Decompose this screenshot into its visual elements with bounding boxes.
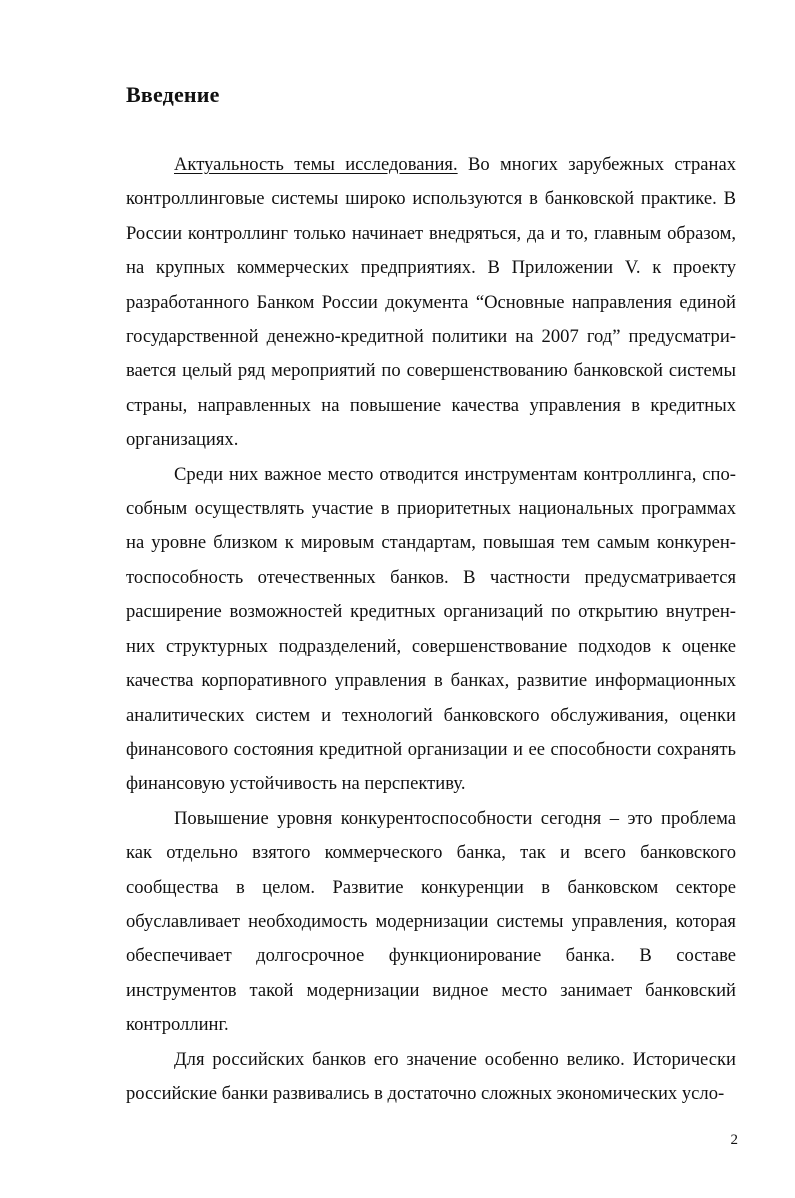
- paragraph-relevance: [126, 148, 736, 458]
- paragraph-text: Среди них важное место отводится инструментам контроллинга, способным осуществлять участие в приоритетных национальных программах на уровне близком к мировым стандартам, повышая тем самым конкурентоспособность отечественных банков. В частности предусматривается расширение возможностей кредитных организаций по открытию внутренних структурных подразделений, совершенствование подходов к оценке качества корпоративного управления в банках, развитие информационных аналитических систем и технологий банковского обслуживания, оценки финансового состояния кредитной организации и ее способности сохранять финансовую устойчивость на перспективу.: [126, 463, 736, 795]
- paragraph-russian-banks: [126, 1043, 736, 1112]
- paragraph-text: Для российских банков его значение особенно велико. Исторически российские банки развивались в достаточно сложных экономических усло-: [126, 1048, 736, 1104]
- section-heading: Введение: [126, 82, 220, 107]
- paragraph-controlling-tools: [126, 458, 736, 802]
- paragraph-text: Повышение уровня конкурентоспособности сегодня – это проблема как отдельно взятого коммерческого банка, так и всего банковского сообщества в целом. Развитие конкуренции в банковском секторе обуславливает необходимость модернизации системы управления, которая обеспечивает долгосрочное функционирование банка. В составе инструментов такой модернизации видное место занимает банковский контроллинг.: [126, 807, 736, 1036]
- body-text: [126, 148, 736, 1111]
- paragraph-text: Во многих зарубежных странах контроллинговые системы широко используются в банковской практике. В России контроллинг только начинает внедряться, да и то, главным образом, на крупных коммерческих предприятиях. В Приложении V. к проекту разработанного Банком России документа “Основные направления единой государственной денежно-кредитной политики на 2007 год” предусматривается целый ряд мероприятий по совершенствованию банковской системы страны, направленных на повышение качества управления в кредитных организациях.: [126, 154, 737, 451]
- relevance-lead: Актуальность темы исследования.: [174, 154, 458, 175]
- paragraph-competitiveness: [126, 802, 736, 1043]
- page-number: 2: [730, 1132, 738, 1148]
